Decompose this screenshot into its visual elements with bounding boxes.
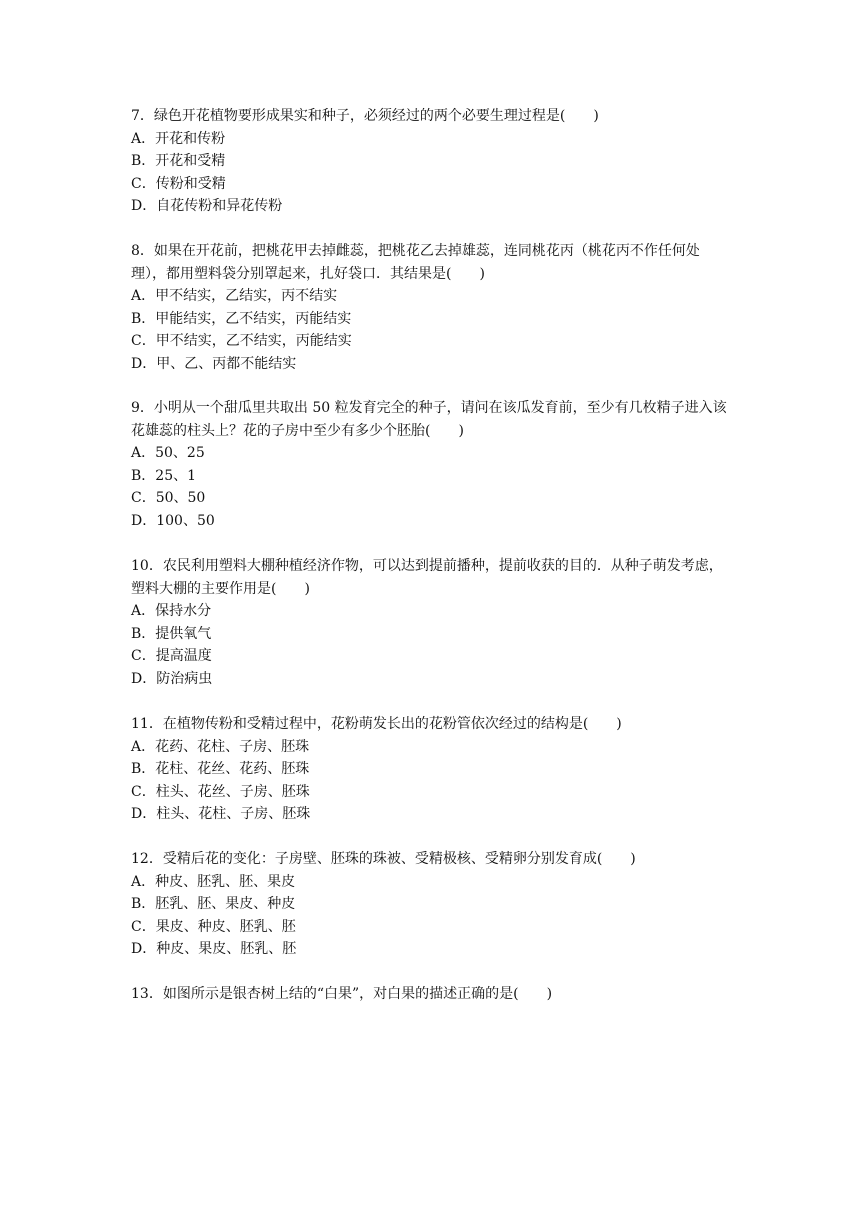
question-9 [131, 397, 731, 532]
option-a: A．50、25 [131, 445, 205, 461]
option-d: D．100、50 [131, 512, 215, 529]
question-stem: 12．受精后花的变化：子房壁、胚珠的珠被、受精极核、受精卵分别发育成( ) [131, 851, 636, 867]
question-13 [131, 983, 731, 1006]
question-stem: 8．如果在开花前，把桃花甲去掉雌蕊，把桃花乙去掉雄蕊，连同桃花丙（桃花丙不作任何处理），都用塑料袋分别罩起来，扎好袋口．其结果是( ) [131, 243, 700, 282]
option-d: D．防治病虫 [131, 670, 213, 687]
option-d: D．自花传粉和异花传粉 [131, 198, 283, 214]
question-7 [131, 105, 731, 218]
question-12 [131, 848, 731, 961]
option-a: A．种皮、胚乳、胚、果皮 [131, 873, 296, 890]
option-b: B．花柱、花丝、花药、胚珠 [131, 761, 310, 777]
option-a: A．开花和传粉 [131, 130, 226, 147]
option-c: C．柱头、花丝、子房、胚珠 [131, 783, 310, 800]
question-8 [131, 240, 731, 375]
option-c: C．甲不结实，乙不结实，丙能结实 [131, 333, 352, 349]
question-stem: 13．如图所示是银杏树上结的“白果”，对白果的描述正确的是( ) [131, 986, 553, 1002]
option-a: A．保持水分 [131, 603, 212, 619]
question-stem: 9．小明从一个甜瓜里共取出 50 粒发育完全的种子，请问在该瓜发育前，至少有几枚精子进入该花雄蕊的柱头上？花的子房中至少有多少个胚胎( ) [131, 400, 727, 439]
option-a: A．花药、花柱、子房、胚珠 [131, 738, 310, 755]
option-d: D．甲、乙、丙都不能结实 [131, 355, 297, 372]
option-c: C．50、50 [131, 490, 206, 506]
option-b: B．甲能结实，乙不结实，丙能结实 [131, 310, 352, 327]
option-a: A．甲不结实，乙结实，丙不结实 [131, 288, 338, 304]
question-11 [131, 713, 731, 826]
question-stem: 11．在植物传粉和受精过程中，花粉萌发长出的花粉管依次经过的结构是( ) [131, 716, 622, 732]
option-c: C．果皮、种皮、胚乳、胚 [131, 918, 296, 935]
question-stem: 10．农民利用塑料大棚种植经济作物，可以达到提前播种，提前收获的目的．从种子萌发考虑，塑料大棚的主要作用是( ) [131, 558, 723, 597]
question-10 [131, 555, 731, 690]
option-b: B．胚乳、胚、果皮、种皮 [131, 896, 296, 912]
option-c: C．提高温度 [131, 648, 212, 664]
option-b: B．开花和受精 [131, 153, 226, 169]
option-b: B．提供氧气 [131, 625, 212, 642]
question-stem: 7．绿色开花植物要形成果实和种子，必须经过的两个必要生理过程是( ) [131, 108, 599, 124]
option-d: D．柱头、花柱、子房、胚珠 [131, 806, 311, 822]
option-c: C．传粉和受精 [131, 175, 226, 192]
option-b: B．25、1 [131, 467, 197, 484]
option-d: D．种皮、果皮、胚乳、胚 [131, 941, 297, 957]
